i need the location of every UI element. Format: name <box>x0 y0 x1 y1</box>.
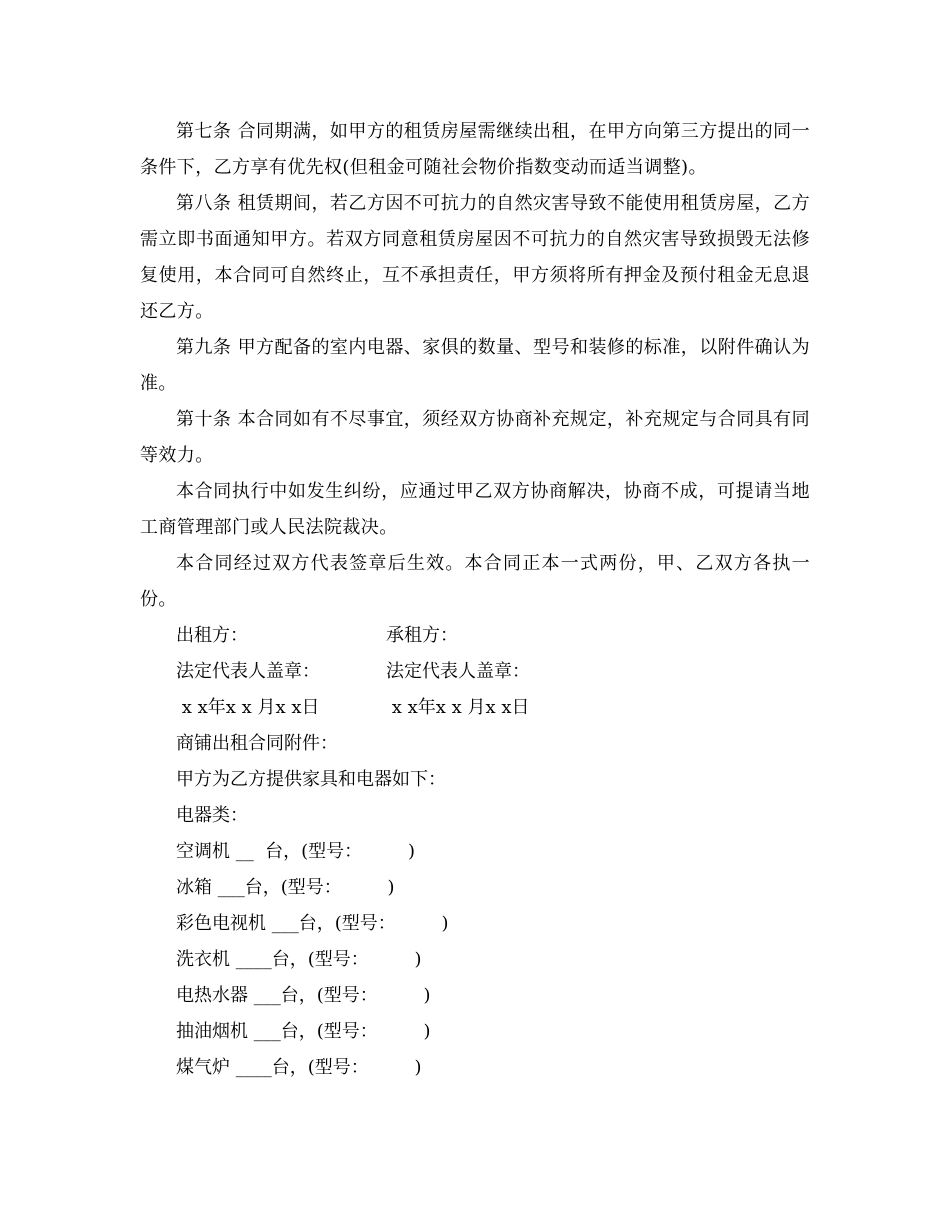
lessee-date: x x年x x 月x x日 <box>386 697 530 718</box>
appliance-item: 冰箱 ___台，(型号： ) <box>176 877 395 898</box>
article-10: 第十条 本合同如有不尽事宜，须经双方协商补充规定，补充规定与合同具有同等效力。 <box>140 409 810 466</box>
appliance-item: 彩色电视机 ___台，(型号： ) <box>176 913 449 934</box>
document-body <box>140 114 810 1086</box>
appliance-item: 洗衣机 ____台，(型号： ) <box>176 949 422 970</box>
article-8: 第八条 租赁期间，若乙方因不可抗力的自然灾害导致不能使用租赁房屋，乙方需立即书面通知甲方。若双方同意租赁房屋因不可抗力的自然灾害导致损毁无法修复使用，本合同可自然终止，互不承担责任，甲方须将所有押金及预付租金无息退还乙方。 <box>140 193 810 322</box>
date-row <box>140 690 810 726</box>
lessor-date: x x年x x 月x x日 <box>176 697 320 718</box>
party-labels-row <box>140 618 810 654</box>
appliance-category: 电器类： <box>176 805 248 826</box>
lessee-representative: 法定代表人盖章： <box>386 661 530 682</box>
appliance-item: 电热水器 ___台，(型号： ) <box>176 985 431 1006</box>
dispute-clause: 本合同执行中如发生纠纷，应通过甲乙双方协商解决，协商不成，可提请当地工商管理部门或人民法院裁决。 <box>140 481 810 538</box>
lessor-representative: 法定代表人盖章： <box>176 661 320 682</box>
appliance-item: 煤气炉 ____台，(型号： ) <box>176 1057 422 1078</box>
article-9: 第九条 甲方配备的室内电器、家俱的数量、型号和装修的标准，以附件确认为准。 <box>140 337 810 394</box>
appliance-item: 空调机 __ 台，(型号： ) <box>176 841 415 862</box>
appendix-intro: 甲方为乙方提供家具和电器如下： <box>176 769 446 790</box>
effect-clause: 本合同经过双方代表签章后生效。本合同正本一式两份，甲、乙双方各执一份。 <box>140 553 810 610</box>
lessor-label: 出租方： <box>176 625 248 646</box>
appliance-item: 抽油烟机 ___台，(型号： ) <box>176 1021 431 1042</box>
lessee-label: 承租方： <box>386 625 458 646</box>
article-7: 第七条 合同期满，如甲方的租赁房屋需继续出租，在甲方向第三方提出的同一条件下，乙方享有优先权(但租金可随社会物价指数变动而适当调整)。 <box>140 121 810 178</box>
appendix-title: 商铺出租合同附件： <box>176 733 338 754</box>
representative-row <box>140 654 810 690</box>
